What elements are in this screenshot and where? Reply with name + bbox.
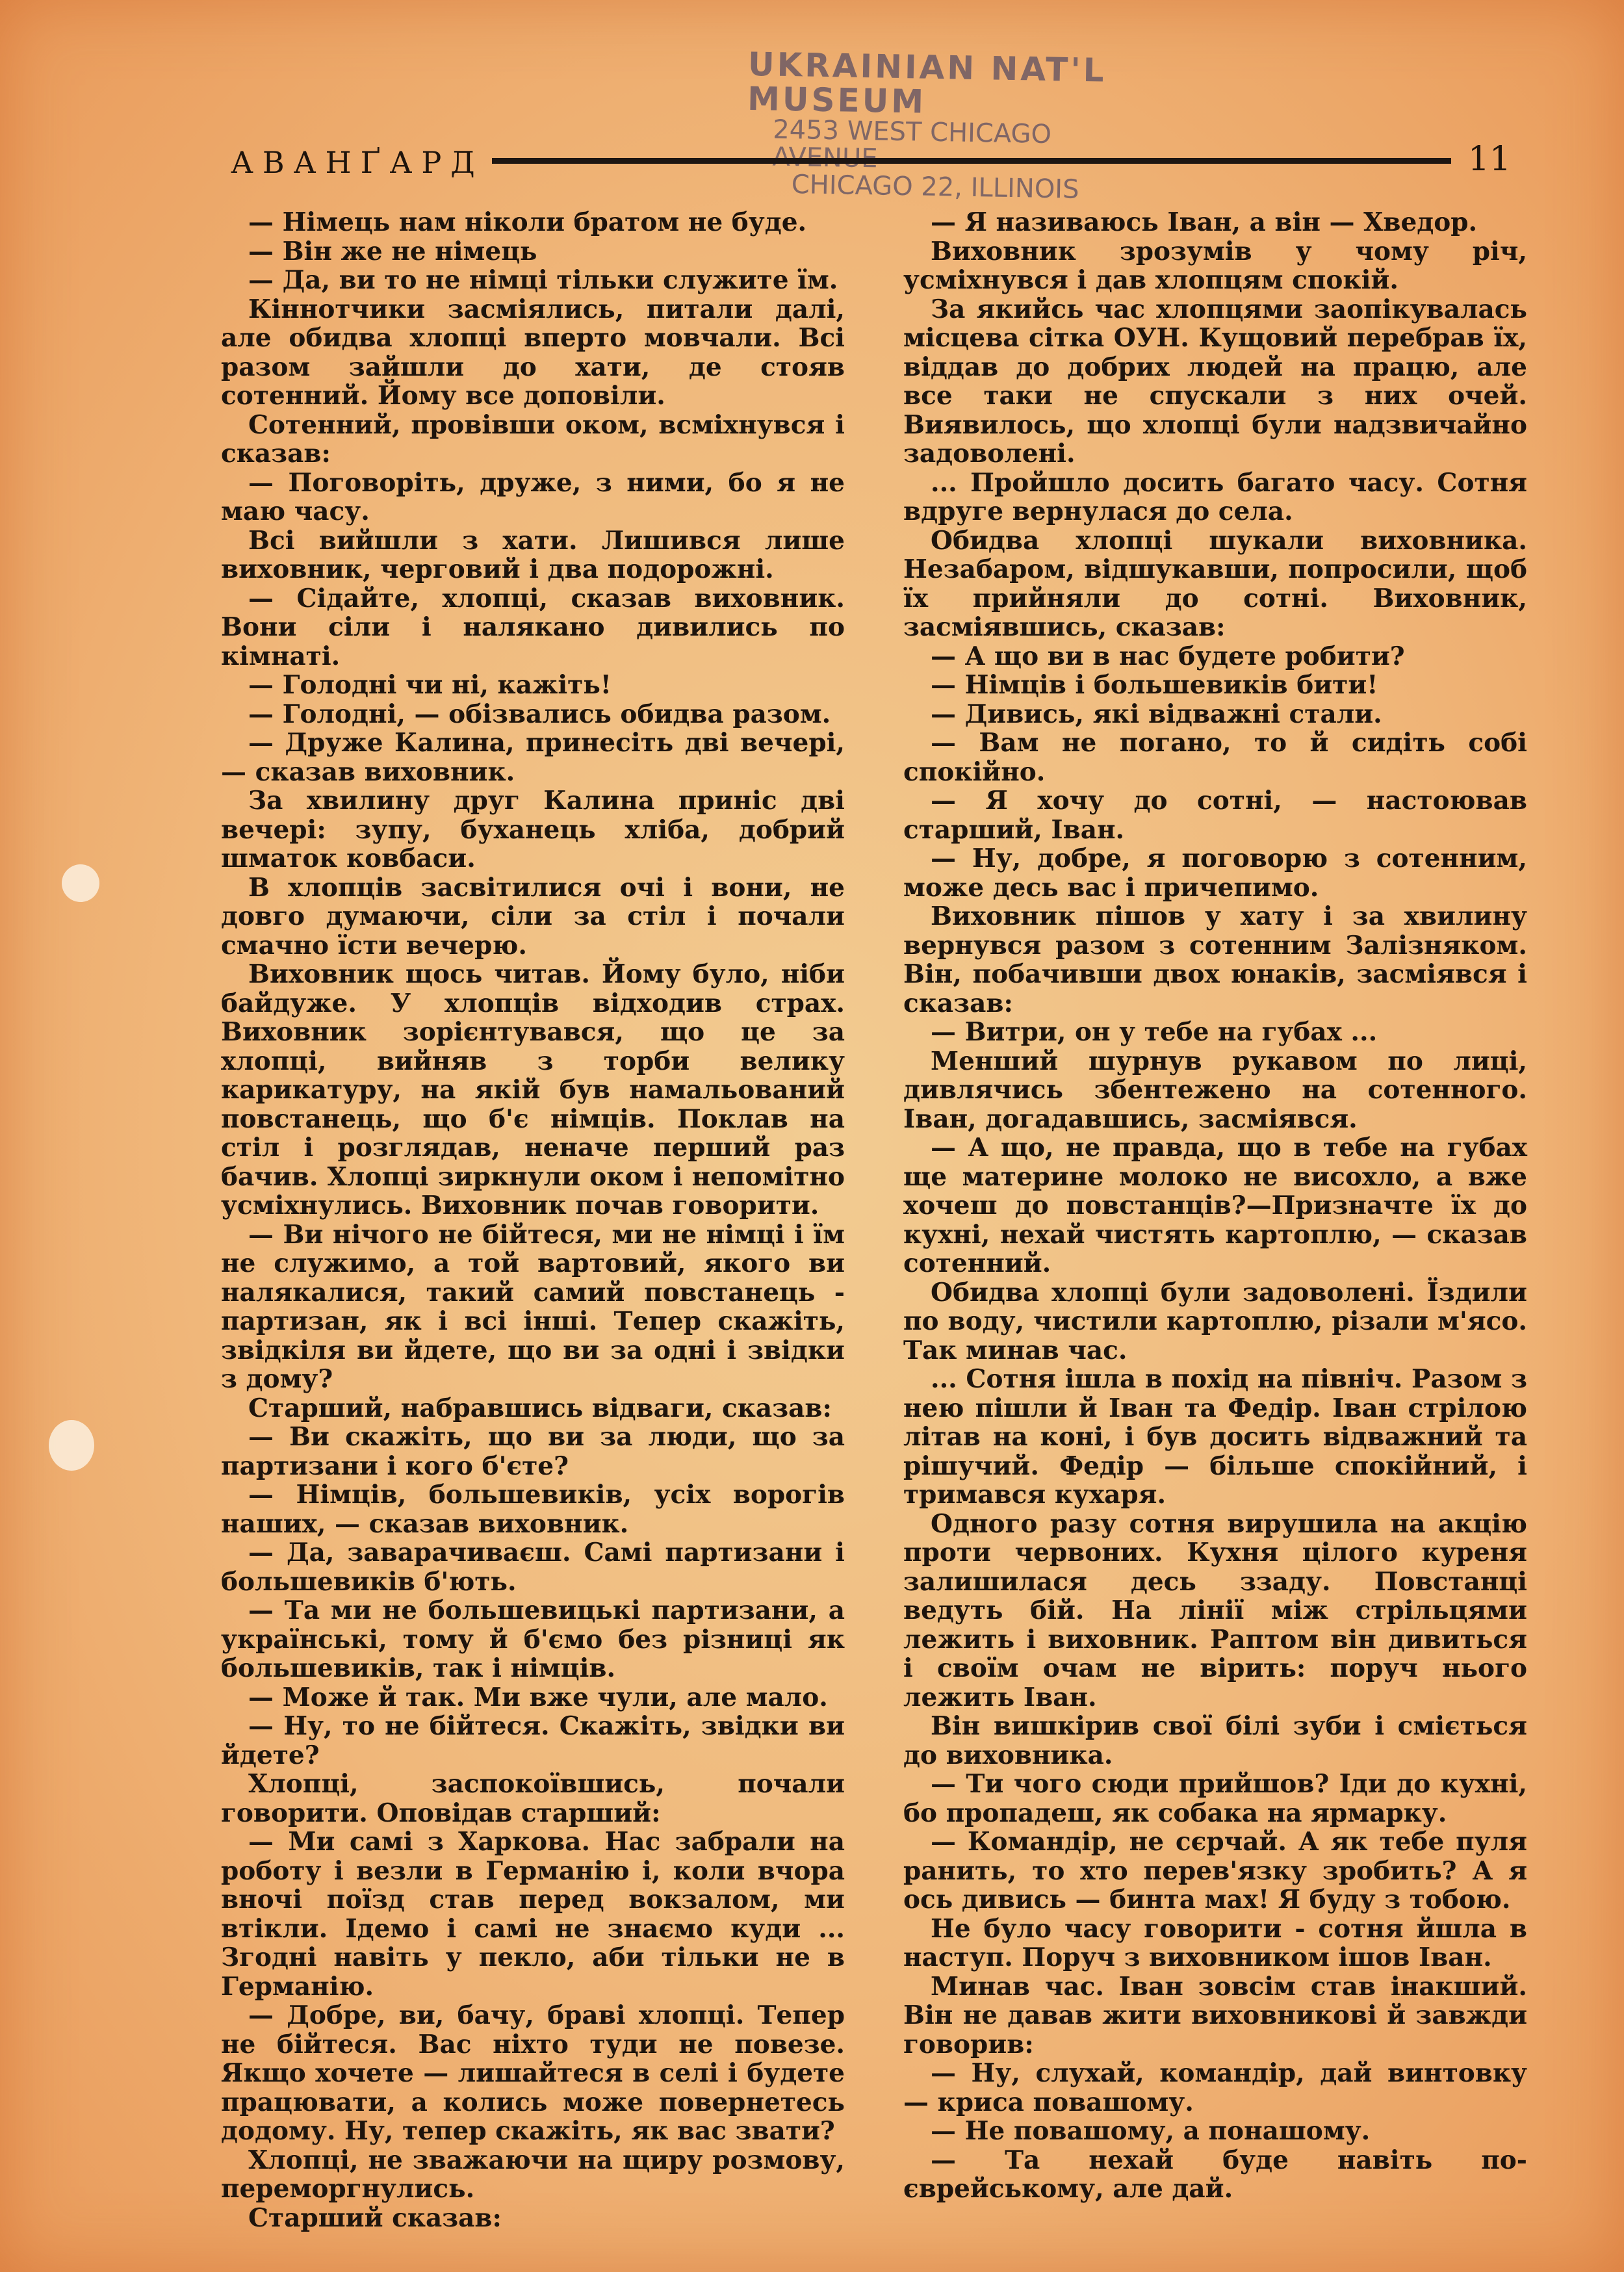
paragraph: — А що, не правда, що в тебе на губах ще материне молоко не висохло, а вже хочеш до повстанців?—Призначте їх до кухні, нехай чистять картоплю, — сказав сотенний. xyxy=(903,1133,1527,1278)
paragraph: Старший сказав: xyxy=(248,2202,502,2233)
paragraph: — Не повашому, а понашому. xyxy=(931,2116,1371,2146)
paragraph: Обидва хлопці шукали виховника. Незабаром, відшукавши, попросили, щоб їх прийняли до сотні. Виховник, засміявшись, сказав: xyxy=(903,525,1527,642)
paragraph: — Ми самі з Харкова. Нас забрали на роботу і везли в Германію і, коли вчора вночі поїзд став перед вокзалом, ми втікли. Ідемо і самі не знаємо куди ... Згодні навіть у пекло, аби тільки не в Германію. xyxy=(221,1827,845,2002)
paragraph: Не було часу говорити - сотня йшла в наступ. Поруч з виховником ішов Іван. xyxy=(903,1913,1527,1972)
paragraph: Старший, набравшись відваги, сказав: xyxy=(248,1393,832,1423)
paragraph: — Німець нам ніколи братом не буде. xyxy=(248,207,807,237)
paragraph: Кіннотчики засміялись, питали далі, але обидва хлопці вперто мовчали. Всі разом зайшли до хати, де стояв сотенний. Йому все доповіли. xyxy=(221,294,845,411)
paragraph: — Німців, большевиків, усіх ворогів наших, — сказав виховник. xyxy=(221,1480,845,1539)
paragraph: — А що ви в нас будете робити? xyxy=(931,641,1405,671)
paragraph: — Поговоріть, друже, з ними, бо я не маю часу. xyxy=(221,467,845,526)
paragraph: — Дивись, які відважні стали. xyxy=(931,699,1382,729)
paragraph: — Командір, не сєрчай. А як тебе пуля ранить, то хто перев'язку зробить? А я ось дивись — бинта мах! Я буду з тобою. xyxy=(903,1827,1527,1915)
paragraph: — Ну, слухай, командір, дай винтовку — криса повашому. xyxy=(903,2058,1527,2117)
stamp-line-2: 2453 WEST CHICAGO xyxy=(772,114,1052,150)
paragraph: ... Сотня ішла в похід на північ. Разом з нею пішли й Іван та Федір. Іван стрілою літав на коні, і був досить відважний та рішучий. Федір — більше спокійний, і тримався кухаря. xyxy=(903,1364,1527,1510)
paragraph: — Ну, добре, я поговорю з сотенним, може десь вас і причепимо. xyxy=(903,844,1527,903)
stamp-line-1: UKRAINIAN NAT'L MUSEUM xyxy=(747,45,1107,121)
paragraph: Хлопці, не зважаючи на щиру розмову, перемоpгнулись. xyxy=(221,2145,845,2204)
paragraph: Хлопці, заспокоївшись, почали говорити. Оповідав старший: xyxy=(221,1769,845,1828)
paragraph: Він вишкірив свої білі зуби і сміється до виховника. xyxy=(903,1711,1527,1770)
header-rule xyxy=(492,158,1451,164)
paragraph: — Ти чого сюди прийшов? Іди до кухні, бо пропадеш, як собака на ярмарку. xyxy=(903,1769,1527,1828)
binder-hole-upper xyxy=(62,864,99,902)
paragraph: Виховник пішов у хату і за хвилину вернувся разом з сотенним Залізняком. Він, побачивши двох юнаків, засміявся і сказав: xyxy=(903,901,1527,1018)
paragraph: ... Пройшло досить багато часу. Сотня вдруге вернулася до села. xyxy=(903,467,1527,526)
paragraph: Одного разу сотня вирушила на акцію проти червоних. Кухня цілого куреня залишилася десь ззаду. Повстанці ведуть бій. На лінії між стрільцями лежить і виховник. Раптом він дивиться і своїм очам не вірить: поруч нього лежить Іван. xyxy=(903,1508,1527,1712)
paragraph: За якийсь час хлопцями заопікувалась місцева сітка ОУН. Кущовий перебрав їх, віддав до добрих людей на працю, але все таки не спускали з них очей. Виявилось, що хлопці були надзвичайно задоволені. xyxy=(903,294,1527,469)
paragraph: — Друже Калина, принесіть дві вечері, — сказав виховник. xyxy=(221,728,845,787)
paragraph: — Ви нічого не бійтеся, ми не німці і їм не служимо, а той вартовий, якого ви налякалися, такий самий повстанець - партизан, як і всі інші. Тепер скажіть, звідкіля ви йдете, що ви за одні і звідки з дому? xyxy=(221,1219,845,1394)
paragraph: — Я називаюсь Іван, а він — Хведор. xyxy=(931,207,1478,237)
paragraph: — Вам не погано, то й сидіть собі спокійно. xyxy=(903,728,1527,787)
page-number: 11 xyxy=(1467,140,1511,179)
paragraph: В хлопців засвітилися очі і вони, не довго думаючи, сіли за стіл і почали смачно їсти вечерю. xyxy=(221,872,845,961)
binder-hole-lower xyxy=(49,1420,94,1471)
paragraph: Всі вийшли з хати. Лишився лише виховник, черговий і два подорожні. xyxy=(221,525,845,584)
paragraph: — Та ми не большевицькі партизани, а українські, тому й б'ємо без різниці як большевиків, так і німців. xyxy=(221,1595,845,1683)
page-header xyxy=(231,140,1511,185)
stamp-line-3: CHICAGO 22, ILLINOIS xyxy=(791,170,1079,205)
paragraph: Виховник зрозумів у чому річ, усміхнувся і дав хлопцям спокій. xyxy=(903,236,1527,295)
paragraph: — Сідайте, хлопці, сказав виховник. Вони сіли і налякано дивились по кімнаті. xyxy=(221,583,845,671)
paragraph: Минав час. Іван зовсім став інакший. Він не давав жити виховникові й завжди говорив: xyxy=(903,1971,1527,2059)
paragraph: — Да, ви то не німці тільки служите їм. xyxy=(248,265,838,295)
paragraph: За хвилину друг Калина приніс дві вечері: зупу, буханець хліба, добрий шматок ковбаси. xyxy=(221,786,845,873)
magazine-title: АВАНҐАРД xyxy=(231,145,484,180)
paragraph: Виховник щось читав. Йому було, ніби байдуже. У хлопців відходив страх. Виховник зорієнтувався, що це за хлопці, вийняв з торби велику карикатуру, на якій був намальований повстанець, що б'є німців. Поклав на стіл і розглядав, неначе перший раз бачив. Хлопці зиркнули оком і непомітно усміхнулись. Виховник почав говорити. xyxy=(221,959,845,1220)
paragraph: — Він же не німець xyxy=(248,236,537,266)
paragraph: — Я хочу до сотні, — настоював старший, Іван. xyxy=(903,786,1527,845)
paragraph: — Може й так. Ми вже чули, але мало. xyxy=(248,1682,828,1712)
paragraph: — Та нехай буде навіть по-єврейському, але дай. xyxy=(903,2145,1527,2204)
paragraph: Менший шурнув рукавом по лиці, дивлячись збентежено на сотенного. Іван, догадавшись, засміявся. xyxy=(903,1046,1527,1134)
paragraph: — Ну, то не бійтеся. Скажіть, звідки ви йдете? xyxy=(221,1711,845,1770)
left-column xyxy=(221,208,845,2232)
paragraph: Обидва хлопці були задоволені. Їздили по воду, чистили картоплю, різали м'ясо. Так минав час. xyxy=(903,1277,1527,1365)
right-column xyxy=(903,208,1527,2204)
paragraph: — Голодні, — обізвались обидва разом. xyxy=(248,699,831,729)
paragraph: — Німців і большевиків бити! xyxy=(931,670,1378,700)
paragraph: Сотенний, провівши оком, всміхнувся і сказав: xyxy=(221,409,845,469)
paragraph: — Голодні чи ні, кажіть! xyxy=(248,670,612,700)
paragraph: — Да, заварачиваєш. Самі партизани і большевиків б'ють. xyxy=(221,1538,845,1597)
paragraph: — Добре, ви, бачу, браві хлопці. Тепер не бійтеся. Вас ніхто туди не повезе. Якщо хочете — лишайтеся в селі і будете працювати, а колись може повернетесь додому. Ну, тепер скажіть, як вас звати? xyxy=(221,2000,845,2146)
paragraph: — Ви скажіть, що ви за люди, що за партизани і кого б'єте? xyxy=(221,1422,845,1481)
paragraph: — Витри, он у тебе на губах ... xyxy=(931,1017,1378,1047)
